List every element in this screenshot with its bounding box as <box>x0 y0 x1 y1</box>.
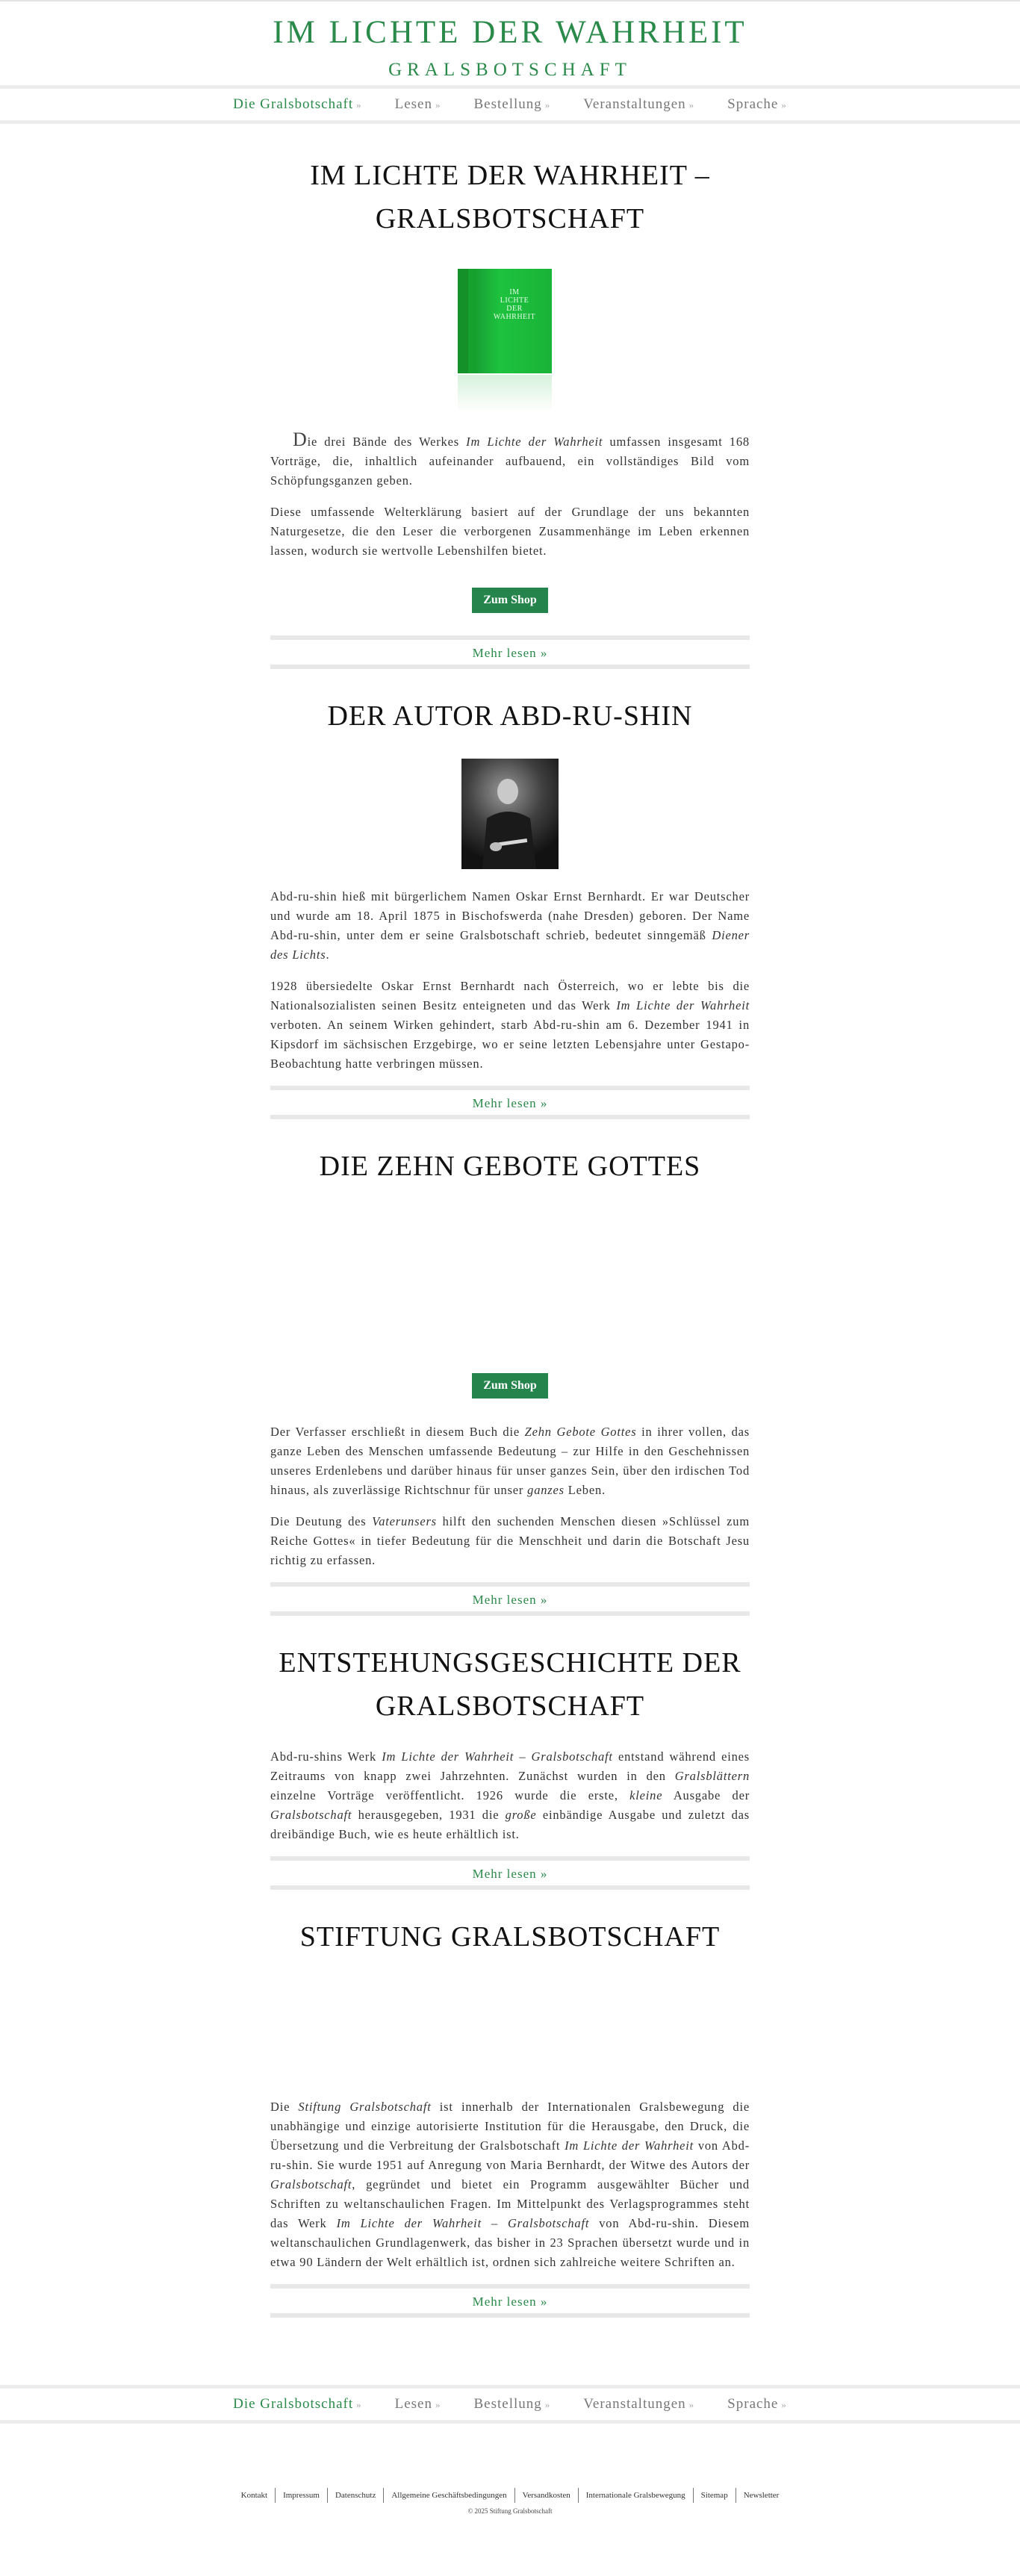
nav-item-label: Veranstaltungen <box>583 96 686 112</box>
footer-link-agb[interactable]: Allgemeine Geschäftsbedingungen <box>383 2488 514 2503</box>
chevron-right-icon: » <box>435 2399 441 2410</box>
section-paragraph: 1928 übersiedelte Oskar Ernst Bernhardt nach Österreich, wo er lebte bis die Nationalsozialisten seinen Besitz enteigneten und das Werk Im Lichte der Wahrheit verboten. An seinem Wirken gehindert, starb Abd-ru-shin am 6. Dezember 1941 in Kipsdorf im sächsischen Erzgebirge, wo er seine letzten Lebensjahre unter Gestapo-Beobachtung hatte verbringen müssen. <box>270 979 750 1071</box>
section-title: DER AUTOR ABD-RU-SHIN <box>327 700 693 732</box>
chevron-right-icon: » <box>781 2399 787 2410</box>
footer-nav <box>0 2385 1020 2424</box>
nav-item-veranstaltungen[interactable] <box>583 96 694 113</box>
section-title: DIE ZEHN GEBOTE GOTTES <box>319 1151 701 1182</box>
chevron-right-icon: » <box>356 99 362 111</box>
nav-item-label: Sprache <box>727 2396 779 2412</box>
shop-button[interactable]: Zum Shop <box>472 1373 548 1399</box>
section-title <box>270 1641 750 1728</box>
footer-links <box>0 2488 1020 2503</box>
book-cover <box>477 269 552 373</box>
nav-item-label: Lesen <box>394 96 432 112</box>
copyright: © 2025 Stiftung Gralsbotschaft <box>467 2507 553 2515</box>
footer-link-versandkosten[interactable]: Versandkosten <box>514 2488 578 2503</box>
footer-link-impressum[interactable]: Impressum <box>275 2488 327 2503</box>
book-reflection <box>458 375 552 412</box>
main-content <box>270 124 750 2318</box>
footer-link-kontakt[interactable]: Kontakt <box>240 2491 268 2500</box>
more-link[interactable]: Mehr lesen » <box>270 635 750 669</box>
dropcap: D <box>293 429 308 450</box>
nav-item-label: Bestellung <box>473 2396 542 2412</box>
nav-item-lesen[interactable] <box>395 2396 441 2412</box>
chevron-right-icon: » <box>544 99 551 111</box>
nav-item-sprache[interactable] <box>727 2396 787 2412</box>
section-paragraph: Abd-ru-shin hieß mit bürgerlichem Namen Oskar Ernst Bernhardt. Er war Deutscher und wurde am 18. April 1875 in Bischofswerda (nahe Dresden) geboren. Der Name Abd-ru-shin, unter dem er seine Gralsbotschaft schrieb, bedeutet sinngemäß Diener des Lichts. <box>270 889 750 962</box>
footer-link-newsletter[interactable]: Newsletter <box>736 2488 787 2503</box>
book-cover-text: IM LICHTE DER WAHRHEIT <box>493 288 536 321</box>
chevron-right-icon: » <box>435 99 441 111</box>
nav-item-bestellung[interactable] <box>473 2396 550 2412</box>
nav-item-label: Lesen <box>394 2396 432 2412</box>
section-paragraph: Abd-ru-shins Werk Im Lichte der Wahrheit – Gralsbotschaft entstand während eines Zeitraums von knapp zwei Jahrzehnten. Zunächst wurden in den Gralsblättern einzelne Vorträge veröffentlicht. 1926 wurde die erste, kleine Ausgabe der Gralsbotschaft herausgegeben, 1931 die große einbändige Ausgabe und zuletzt das dreibändige Buch, wie es heute erhältlich ist. <box>270 1749 750 1841</box>
section-paragraph: Diese umfassende Welterklärung basiert auf der Grundlage der uns bekannten Naturgesetze, die den Leser die verborgenen Zusammenhänge im Leben erkennen lassen, wodurch sie wertvolle Lebenshilfen bietet. <box>270 505 750 558</box>
nav-item-sprache[interactable] <box>727 96 787 113</box>
more-link[interactable]: Mehr lesen » <box>270 1856 750 1890</box>
site-footer <box>0 2488 1020 2515</box>
nav-item-label: Sprache <box>727 96 779 112</box>
footer-link-datenschutz[interactable]: Datenschutz <box>327 2488 383 2503</box>
more-link[interactable]: Mehr lesen » <box>270 2284 750 2318</box>
section-title-line: IM LICHTE DER WAHRHEIT – <box>310 160 710 191</box>
chevron-right-icon: » <box>781 99 787 111</box>
more-link[interactable]: Mehr lesen » <box>270 1086 750 1119</box>
section-title-line: GRALSBOTSCHAFT <box>375 1690 645 1722</box>
section-autor <box>270 669 750 1119</box>
author-silhouette <box>461 759 559 869</box>
section-paragraph: Die drei Bände des Werkes Im Lichte der Wahrheit umfassen insgesamt 168 Vorträge, die, inhaltlich aufeinander aufbauend, ein vollständiges Bild vom Schöpfungsganzen geben. <box>270 429 750 488</box>
nav-item-bestellung[interactable] <box>473 96 550 113</box>
footer-link-gralsbewegung[interactable]: Internationale Gralsbewegung <box>578 2488 693 2503</box>
nav-item-label: Bestellung <box>473 96 542 112</box>
chevron-right-icon: » <box>544 2399 551 2410</box>
nav-item-label: Veranstaltungen <box>583 2396 686 2412</box>
chevron-right-icon: » <box>356 2399 362 2410</box>
section-title-line: GRALSBOTSCHAFT <box>375 203 645 234</box>
shop-button[interactable]: Zum Shop <box>472 588 548 613</box>
nav-item-label: Die Gralsbotschaft <box>233 96 354 112</box>
section-paragraph: Die Deutung des Vaterunsers hilft den suchenden Menschen diesen »Schlüssel zum Reiche Gottes« in tiefer Bedeutung für die Menschheit und darin die Botschaft Jesu richtig zu erfassen. <box>270 1514 750 1567</box>
image-placeholder <box>270 1959 750 2097</box>
chevron-right-icon: » <box>688 2399 695 2410</box>
section-paragraph: Die Stiftung Gralsbotschaft ist innerhalb der Internationalen Gralsbewegung die unabhängige und einzige autorisierte Institution für die Herausgabe, den Druck, die Übersetzung und die Verbreitung der Gralsbotschaft Im Lichte der Wahrheit von Abd-ru-shin. Sie wurde 1951 auf Anregung von Maria Bernhardt, der Witwe des Autors der Gralsbotschaft, gegründet und bietet ein Programm ausgewählter Bücher und Schriften zu weltanschaulichen Fragen. Im Mittelpunkt des Verlagsprogrammes steht das Werk Im Lichte der Wahrheit – Gralsbotschaft von Abd-ru-shin. Diesem weltanschaulichen Grundlagenwerk, das bisher in 23 Sprachen übersetzt wurde und in etwa 90 Ländern der Welt erhältlich ist, ordnen sich zahlreiche weitere Schriften an. <box>270 2100 750 2269</box>
section-title-line: ENTSTEHUNGSGESCHICHTE DER <box>279 1647 741 1679</box>
site-subtitle: GRALSBOTSCHAFT <box>388 60 632 80</box>
section-title: STIFTUNG GRALSBOTSCHAFT <box>299 1921 721 1953</box>
author-portrait[interactable] <box>461 759 559 869</box>
nav-item-gralsbotschaft[interactable] <box>233 2396 361 2412</box>
section-gebote <box>270 1119 750 1616</box>
site-title[interactable]: IM LICHTE DER WAHRHEIT <box>273 15 747 50</box>
nav-item-label: Die Gralsbotschaft <box>233 2396 354 2412</box>
book-image[interactable] <box>458 269 562 418</box>
section-title <box>270 154 750 240</box>
more-link[interactable]: Mehr lesen » <box>270 1582 750 1616</box>
footer-link-sitemap[interactable]: Sitemap <box>693 2488 736 2503</box>
main-nav <box>0 85 1020 124</box>
section-paragraph: Der Verfasser erschließt in diesem Buch die Zehn Gebote Gottes in ihrer vollen, das ganze Leben des Menschen umfassende Bedeutung – zur Hilfe in den Geschehnissen unseres Erdenlebens und darüber hinaus für unser ganzes Sein, über den irdischen Tod hinaus, als zuverlässige Richtschnur für unser ganzes Leben. <box>270 1425 750 1497</box>
nav-item-veranstaltungen[interactable] <box>583 2396 694 2412</box>
nav-item-gralsbotschaft[interactable] <box>233 96 361 113</box>
section-entstehung <box>270 1616 750 1890</box>
nav-item-lesen[interactable] <box>395 96 441 113</box>
image-placeholder <box>270 1188 750 1373</box>
section-stiftung <box>270 1890 750 2318</box>
site-header <box>0 1 1020 85</box>
section-gralsbotschaft <box>270 124 750 669</box>
chevron-right-icon: » <box>688 99 695 111</box>
